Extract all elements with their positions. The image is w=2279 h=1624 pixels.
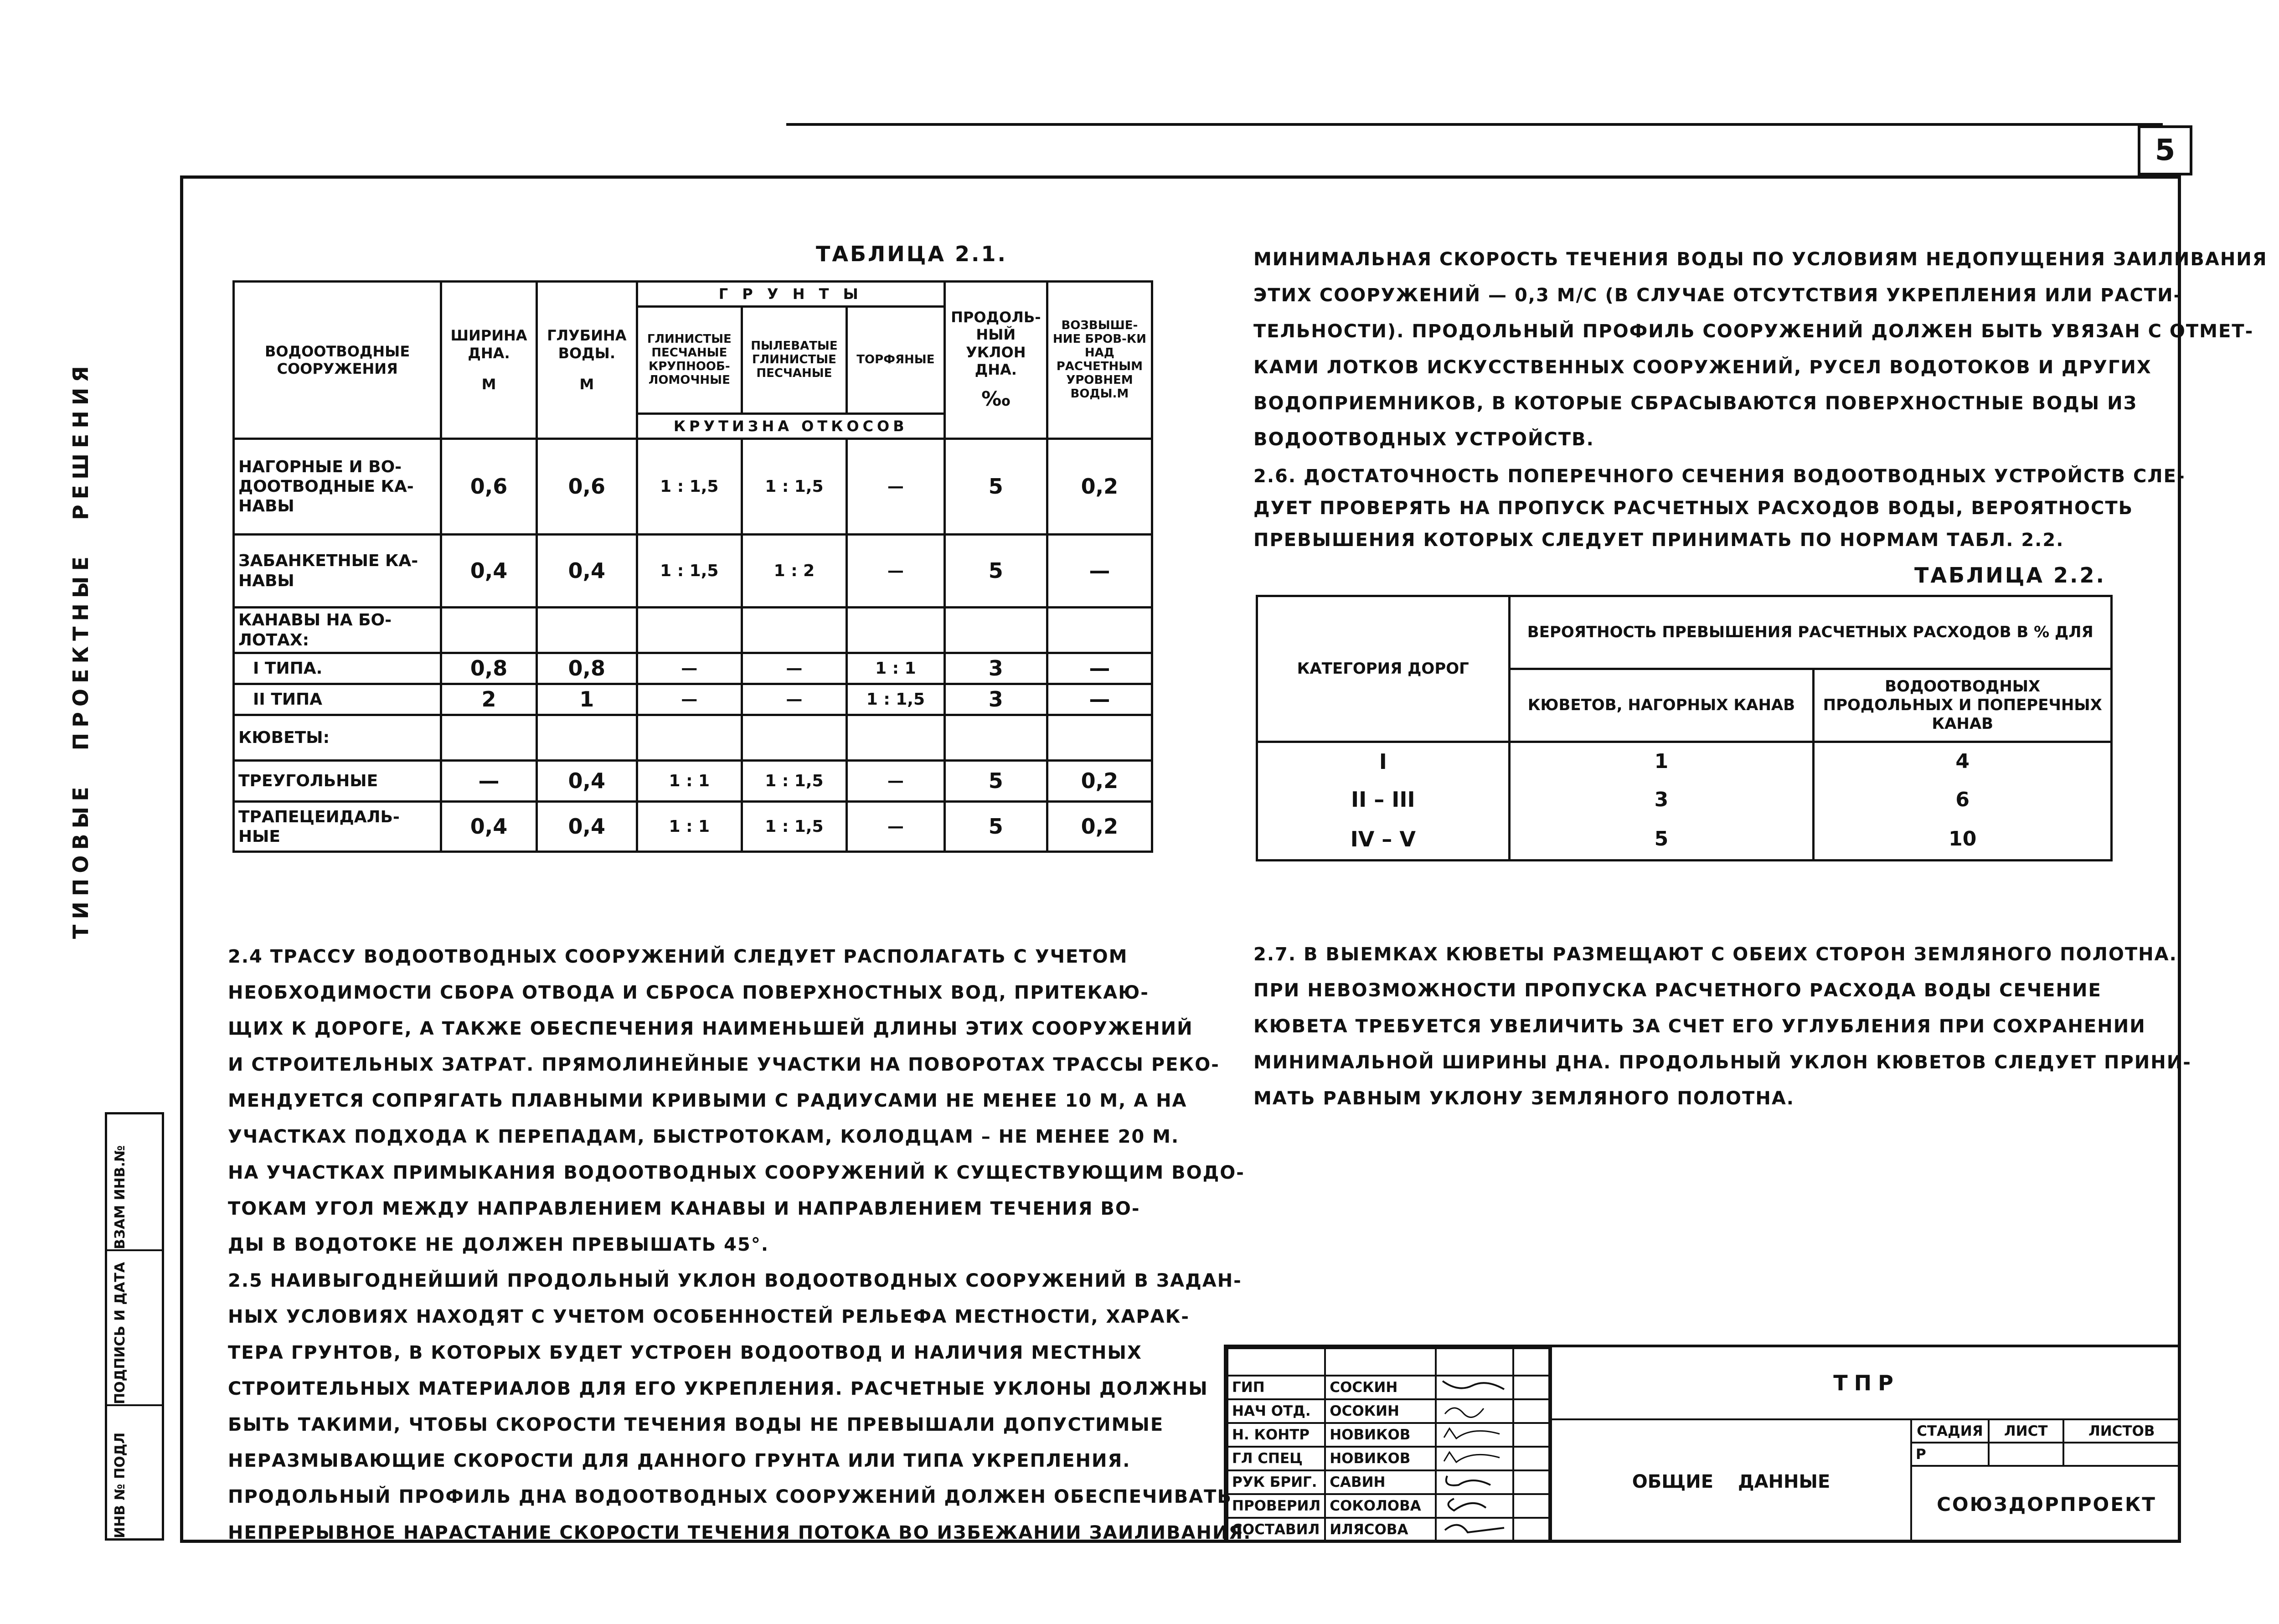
text-line: МАТЬ РАВНЫМ УКЛОНУ ЗЕМЛЯНОГО ПОЛОТНА. <box>1253 1088 1794 1109</box>
cell-soil2: 1 : 2 <box>742 535 846 608</box>
header-category: КАТЕГОРИЯ ДОРОГ <box>1257 596 1510 742</box>
cell-depth: 0,4 <box>536 802 637 852</box>
text-line: НЕПРЕРЫВНОЕ НАРАСТАНИЕ СКОРОСТИ ТЕЧЕНИЯ ПОТОКА ВО ИЗБЕЖАНИИ ЗАИЛИВАНИЯ. <box>228 1522 1252 1543</box>
table-row <box>1257 781 2112 820</box>
person: НОВИКОВ <box>1325 1423 1435 1447</box>
text-line: НА УЧАСТКАХ ПРИМЫКАНИЯ ВОДООТВОДНЫХ СООРУЖЕНИЙ К СУЩЕСТВУЮЩИМ ВОДО- <box>228 1162 1245 1183</box>
approval-row <box>1227 1423 1549 1447</box>
stamp-cell-replace <box>107 1114 162 1251</box>
cell-depth: 1 <box>536 684 637 715</box>
role: СОСТАВИЛ <box>1227 1518 1325 1542</box>
text-line: 2.5 НАИВЫГОДНЕЙШИЙ ПРОДОЛЬНЫЙ УКЛОН ВОДООТВОДНЫХ СООРУЖЕНИЙ В ЗАДАН- <box>228 1270 1242 1291</box>
text-line: ЭТИХ СООРУЖЕНИЙ — 0,3 М/С (В СЛУЧАЕ ОТСУТСТВИЯ УКРЕПЛЕНИЯ ИЛИ РАСТИ- <box>1253 285 2182 306</box>
header-ditches: КЮВЕТОВ, НАГОРНЫХ КАНАВ <box>1509 669 1814 742</box>
side-title: ТИПОВЫЕ ПРОЕКТНЫЕ РЕШЕНИЯ <box>68 361 93 939</box>
text-line: СТРОИТЕЛЬНЫХ МАТЕРИАЛОВ ДЛЯ ЕГО УКРЕПЛЕНИЯ. РАСЧЕТНЫЕ УКЛОНЫ ДОЛЖНЫ <box>228 1378 1208 1399</box>
cell-soil3: 1 : 1 <box>846 653 944 684</box>
text-line: ТЕЛЬНОСТИ). ПРОДОЛЬНЫЙ ПРОФИЛЬ СООРУЖЕНИЙ ДОЛЖЕН БЫТЬ УВЯЗАН С ОТМЕТ- <box>1253 321 2254 342</box>
cell-soil1: 1 : 1,5 <box>637 439 742 535</box>
role: ПРОВЕРИЛ <box>1227 1494 1325 1518</box>
page-number: 5 <box>2138 125 2192 175</box>
table-row <box>234 715 1152 761</box>
signature-icon <box>1440 1471 1509 1490</box>
text-line: 2.4 ТРАССУ ВОДООТВОДНЫХ СООРУЖЕНИЙ СЛЕДУЕТ РАСПОЛАГАТЬ С УЧЕТОМ <box>228 946 1128 967</box>
table1-caption: ТАБЛИЦА 2.1. <box>816 242 1007 266</box>
cell-width: — <box>441 761 537 802</box>
row-name: ТРЕУГОЛЬНЫЕ <box>234 761 441 802</box>
text-line: И СТРОИТЕЛЬНЫХ ЗАТРАТ. ПРЯМОЛИНЕЙНЫЕ УЧАСТКИ НА ПОВОРОТАХ ТРАССЫ РЕКО- <box>228 1054 1220 1075</box>
person: ИЛЯСОВА <box>1325 1518 1435 1542</box>
role: ГЛ СПЕЦ <box>1227 1447 1325 1470</box>
cell-gradient: 3 <box>944 653 1047 684</box>
signature-icon <box>1440 1495 1509 1513</box>
text-line: ПРИ НЕВОЗМОЖНОСТИ ПРОПУСКА РАСЧЕТНОГО РАСХОДА ВОДЫ СЕЧЕНИЕ <box>1253 980 2102 1001</box>
stamp-label: ИНВ № ПОДЛ <box>112 1432 128 1538</box>
table-row <box>234 608 1152 653</box>
right-text-top <box>1253 242 2268 458</box>
cell-ditches: 3 <box>1509 781 1814 820</box>
text-line: НЕОБХОДИМОСТИ СБОРА ОТВОДА И СБРОСА ПОВЕРХНОСТНЫХ ВОД, ПРИТЕКАЮ- <box>228 982 1149 1003</box>
role: Н. КОНТР <box>1227 1423 1325 1447</box>
cell-category: IV – V <box>1257 820 1510 861</box>
cell-gradient: 3 <box>944 684 1047 715</box>
cell-elevation: 0,2 <box>1047 761 1152 802</box>
cell-depth: 0,4 <box>536 535 637 608</box>
cell-soil3: — <box>846 439 944 535</box>
stage-table <box>1910 1418 2181 1467</box>
cell-width: 2 <box>441 684 537 715</box>
cell-elevation: 0,2 <box>1047 439 1152 535</box>
signature-icon <box>1440 1519 1509 1537</box>
approval-row <box>1227 1494 1549 1518</box>
organization: СОЮЗДОРПРОЕКТ <box>1937 1493 2156 1516</box>
text-line: ВОДООТВОДНЫХ УСТРОЙСТВ. <box>1253 429 1594 450</box>
cell-width: 0,8 <box>441 653 537 684</box>
text-line: УЧАСТКАХ ПОДХОДА К ПЕРЕПАДАМ, БЫСТРОТОКАМ, КОЛОДЦАМ – НЕ МЕНЕЕ 20 М. <box>228 1126 1180 1147</box>
cell-ditches: 5 <box>1509 820 1814 861</box>
table-row <box>234 439 1152 535</box>
text-line: НЫХ УСЛОВИЯХ НАХОДЯТ С УЧЕТОМ ОСОБЕННОСТЕЙ РЕЛЬЕФА МЕСТНОСТИ, ХАРАК- <box>228 1306 1190 1327</box>
stage-value: Р <box>1911 1443 1989 1466</box>
row-name: НАГОРНЫЕ И ВО-ДООТВОДНЫЕ КА-НАВЫ <box>234 439 441 535</box>
signature <box>1436 1399 1513 1423</box>
text-line: ДЫ В ВОДОТОКЕ НЕ ДОЛЖЕН ПРЕВЫШАТЬ 45°. <box>228 1234 769 1255</box>
table-row <box>234 653 1152 684</box>
sections-2-4-2-5 <box>228 939 1251 1551</box>
signature-icon <box>1440 1377 1509 1395</box>
signature <box>1436 1447 1513 1470</box>
person: СОКОЛОВА <box>1325 1494 1435 1518</box>
text-line: КЮВЕТА ТРЕБУЕТСЯ УВЕЛИЧИТЬ ЗА СЧЕТ ЕГО УГЛУБЛЕНИЯ ПРИ СОХРАНЕНИИ <box>1253 1016 2146 1037</box>
approval-row <box>1227 1518 1549 1542</box>
cell-category: I <box>1257 742 1510 781</box>
cell-depth: 0,6 <box>536 439 637 535</box>
cell-ditches: 1 <box>1509 742 1814 781</box>
signature <box>1436 1494 1513 1518</box>
table2-caption: ТАБЛИЦА 2.2. <box>1914 563 2106 588</box>
text-line: МИНИМАЛЬНОЙ ШИРИНЫ ДНА. ПРОДОЛЬНЫЙ УКЛОН КЮВЕТОВ СЛЕДУЕТ ПРИНИ- <box>1253 1052 2191 1073</box>
cell-depth: 0,8 <box>536 653 637 684</box>
header-soil-clay: ГЛИНИСТЫЕ ПЕСЧАНЫЕ КРУПНООБ-ЛОМОЧНЫЕ <box>637 307 742 414</box>
role: НАЧ ОТД. <box>1227 1399 1325 1423</box>
cell-soil2: 1 : 1,5 <box>742 439 846 535</box>
cell-soil1: 1 : 1 <box>637 761 742 802</box>
stamp-cell-inventory <box>107 1406 162 1538</box>
cell-gradient: 5 <box>944 802 1047 852</box>
role: РУК БРИГ. <box>1227 1470 1325 1494</box>
cell-soil3: — <box>846 535 944 608</box>
header-soils: Г Р У Н Т Ы <box>637 282 944 307</box>
row-name: ЗАБАНКЕТНЫЕ КА-НАВЫ <box>234 535 441 608</box>
header-soil-silty: ПЫЛЕВАТЫЕ ГЛИНИСТЫЕ ПЕСЧАНЫЕ <box>742 307 846 414</box>
cell-category: II – III <box>1257 781 1510 820</box>
header-width: ШИРИНА ДНА. М <box>441 282 537 439</box>
approval-row <box>1227 1399 1549 1423</box>
cell-channels: 6 <box>1814 781 2112 820</box>
cell-soil2: — <box>742 653 846 684</box>
header-drainage-channels: ВОДООТВОДНЫХ ПРОДОЛЬНЫХ И ПОПЕРЕЧНЫХ КАНАВ <box>1814 669 2112 742</box>
cell-soil1: 1 : 1 <box>637 802 742 852</box>
title-block <box>1224 1345 2181 1543</box>
row-name: КАНАВЫ НА БО-ЛОТАХ: <box>234 608 441 653</box>
text-line: ВОДОПРИЕМНИКОВ, В КОТОРЫЕ СБРАСЫВАЮТСЯ ПОВЕРХНОСТНЫЕ ВОДЫ ИЗ <box>1253 393 2138 414</box>
cell-gradient: 5 <box>944 535 1047 608</box>
text-line: МИНИМАЛЬНАЯ СКОРОСТЬ ТЕЧЕНИЯ ВОДЫ ПО УСЛОВИЯМ НЕДОПУЩЕНИЯ ЗАИЛИВАНИЯ <box>1253 249 2268 270</box>
cell-channels: 10 <box>1814 820 2112 861</box>
text-line: ТЕРА ГРУНТОВ, В КОТОРЫХ БУДЕТ УСТРОЕН ВОДООТВОД И НАЛИЧИЯ МЕСТНЫХ <box>228 1342 1142 1363</box>
header-structures: ВОДООТВОДНЫЕ СООРУЖЕНИЯ <box>234 282 441 439</box>
signature <box>1436 1423 1513 1447</box>
cell-elevation: — <box>1047 535 1152 608</box>
stage-block <box>1910 1420 2181 1543</box>
signature <box>1436 1470 1513 1494</box>
row-name: ТРАПЕЦЕИДАЛЬ-НЫЕ <box>234 802 441 852</box>
cell-soil2: 1 : 1,5 <box>742 761 846 802</box>
cell-soil3: — <box>846 761 944 802</box>
person: САВИН <box>1325 1470 1435 1494</box>
header-elevation: ВОЗВЫШЕ-НИЕ БРОВ-КИ НАД РАСЧЕТНЫМ УРОВНЕМ ВОДЫ.М <box>1047 282 1152 439</box>
person: НОВИКОВ <box>1325 1447 1435 1470</box>
text-line: БЫТЬ ТАКИМИ, ЧТОБЫ СКОРОСТИ ТЕЧЕНИЯ ВОДЫ НЕ ПРЕВЫШАЛИ ДОПУСТИМЫЕ <box>228 1414 1164 1435</box>
header-soil-peat: ТОРФЯНЫЕ <box>846 307 944 414</box>
cell-depth: 0,4 <box>536 761 637 802</box>
top-rule <box>786 123 2163 126</box>
table-row <box>234 535 1152 608</box>
cell-soil2: — <box>742 684 846 715</box>
exceedance-probability-table <box>1256 595 2113 861</box>
person: ОСОКИН <box>1325 1399 1435 1423</box>
cell-width: 0,4 <box>441 535 537 608</box>
table-row <box>234 802 1152 852</box>
cell-gradient: 5 <box>944 761 1047 802</box>
approval-row <box>1227 1447 1549 1470</box>
table-row <box>234 684 1152 715</box>
cell-channels: 4 <box>1814 742 2112 781</box>
text-line: ЩИХ К ДОРОГЕ, А ТАКЖЕ ОБЕСПЕЧЕНИЯ НАИМЕНЬШЕЙ ДЛИНЫ ЭТИХ СООРУЖЕНИЙ <box>228 1018 1193 1039</box>
cell-soil3: — <box>846 802 944 852</box>
side-stamp <box>105 1112 164 1541</box>
header-depth: ГЛУБИНА ВОДЫ. М <box>536 282 637 439</box>
row-name: II ТИПА <box>234 684 441 715</box>
cell-width: 0,6 <box>441 439 537 535</box>
text-line: ПРЕВЫШЕНИЯ КОТОРЫХ СЛЕДУЕТ ПРИНИМАТЬ ПО НОРМАМ ТАБЛ. 2.2. <box>1253 530 2064 551</box>
cell-gradient: 5 <box>944 439 1047 535</box>
row-name: КЮВЕТЫ: <box>234 715 441 761</box>
signature-icon <box>1440 1424 1509 1442</box>
project-code: ТПР <box>1550 1347 2181 1420</box>
approval-row <box>1227 1470 1549 1494</box>
signature-icon <box>1440 1400 1509 1418</box>
text-line: 2.7. В ВЫЕМКАХ КЮВЕТЫ РАЗМЕЩАЮТ С ОБЕИХ СТОРОН ЗЕМЛЯНОГО ПОЛОТНА. <box>1253 944 2177 965</box>
section-2-6 <box>1253 460 2186 556</box>
table-row <box>1257 820 2112 861</box>
signature-icon <box>1440 1448 1509 1466</box>
header-probability: ВЕРОЯТНОСТЬ ПРЕВЫШЕНИЯ РАСЧЕТНЫХ РАСХОДОВ В % ДЛЯ <box>1509 596 2111 669</box>
stamp-cell-signature <box>107 1251 162 1406</box>
header-gradient: ПРОДОЛЬ-НЫЙ УКЛОН ДНА. ‰ <box>944 282 1047 439</box>
sheet-title: ОБЩИЕ ДАННЫЕ <box>1550 1420 1910 1543</box>
text-line: НЕРАЗМЫВАЮЩИЕ СКОРОСТИ ДЛЯ ДАННОГО ГРУНТА ИЛИ ТИПА УКРЕПЛЕНИЯ. <box>228 1450 1131 1471</box>
text-line: ДУЕТ ПРОВЕРЯТЬ НА ПРОПУСК РАСЧЕТНЫХ РАСХОДОВ ВОДЫ, ВЕРОЯТНОСТЬ <box>1253 498 2134 519</box>
signature <box>1436 1376 1513 1399</box>
signature <box>1436 1518 1513 1542</box>
cell-elevation: — <box>1047 653 1152 684</box>
text-line: МЕНДУЕТСЯ СОПРЯГАТЬ ПЛАВНЫМИ КРИВЫМИ С РАДИУСАМИ НЕ МЕНЕЕ 10 М, А НА <box>228 1090 1187 1111</box>
cell-soil1: — <box>637 684 742 715</box>
person: СОСКИН <box>1325 1376 1435 1399</box>
section-2-7 <box>1253 937 2191 1117</box>
text-line: 2.6. ДОСТАТОЧНОСТЬ ПОПЕРЕЧНОГО СЕЧЕНИЯ ВОДООТВОДНЫХ УСТРОЙСТВ СЛЕ- <box>1253 466 2186 487</box>
table-row <box>1257 742 2112 781</box>
stamp-label: ПОДПИСЬ И ДАТА <box>112 1262 128 1404</box>
text-line: КАМИ ЛОТКОВ ИСКУССТВЕННЫХ СООРУЖЕНИЙ, РУСЕЛ ВОДОТОКОВ И ДРУГИХ <box>1253 357 2152 378</box>
cell-width: 0,4 <box>441 802 537 852</box>
approvals-table <box>1227 1347 1550 1542</box>
cell-soil3: 1 : 1,5 <box>846 684 944 715</box>
approval-row <box>1227 1376 1549 1399</box>
header-slopes: КРУТИЗНА ОТКОСОВ <box>637 414 944 439</box>
cell-soil2: 1 : 1,5 <box>742 802 846 852</box>
sheet-label: ЛИСТ <box>1989 1419 2063 1443</box>
text-line: ПРОДОЛЬНЫЙ ПРОФИЛЬ ДНА ВОДООТВОДНЫХ СООРУЖЕНИЙ ДОЛЖЕН ОБЕСПЕЧИВАТЬ <box>228 1486 1232 1507</box>
sheets-label: ЛИСТОВ <box>2063 1419 2180 1443</box>
text-line: ТОКАМ УГОЛ МЕЖДУ НАПРАВЛЕНИЕМ КАНАВЫ И НАПРАВЛЕНИЕМ ТЕЧЕНИЯ ВО- <box>228 1198 1140 1219</box>
cell-soil1: 1 : 1,5 <box>637 535 742 608</box>
stamp-label: ВЗАМ ИНВ.№ <box>112 1145 128 1249</box>
cell-elevation: — <box>1047 684 1152 715</box>
cell-soil1: — <box>637 653 742 684</box>
drainage-structures-table <box>232 280 1153 853</box>
cell-elevation: 0,2 <box>1047 802 1152 852</box>
stage-label: СТАДИЯ <box>1911 1419 1989 1443</box>
role: ГИП <box>1227 1376 1325 1399</box>
row-name: I ТИПА. <box>234 653 441 684</box>
table-row <box>234 761 1152 802</box>
